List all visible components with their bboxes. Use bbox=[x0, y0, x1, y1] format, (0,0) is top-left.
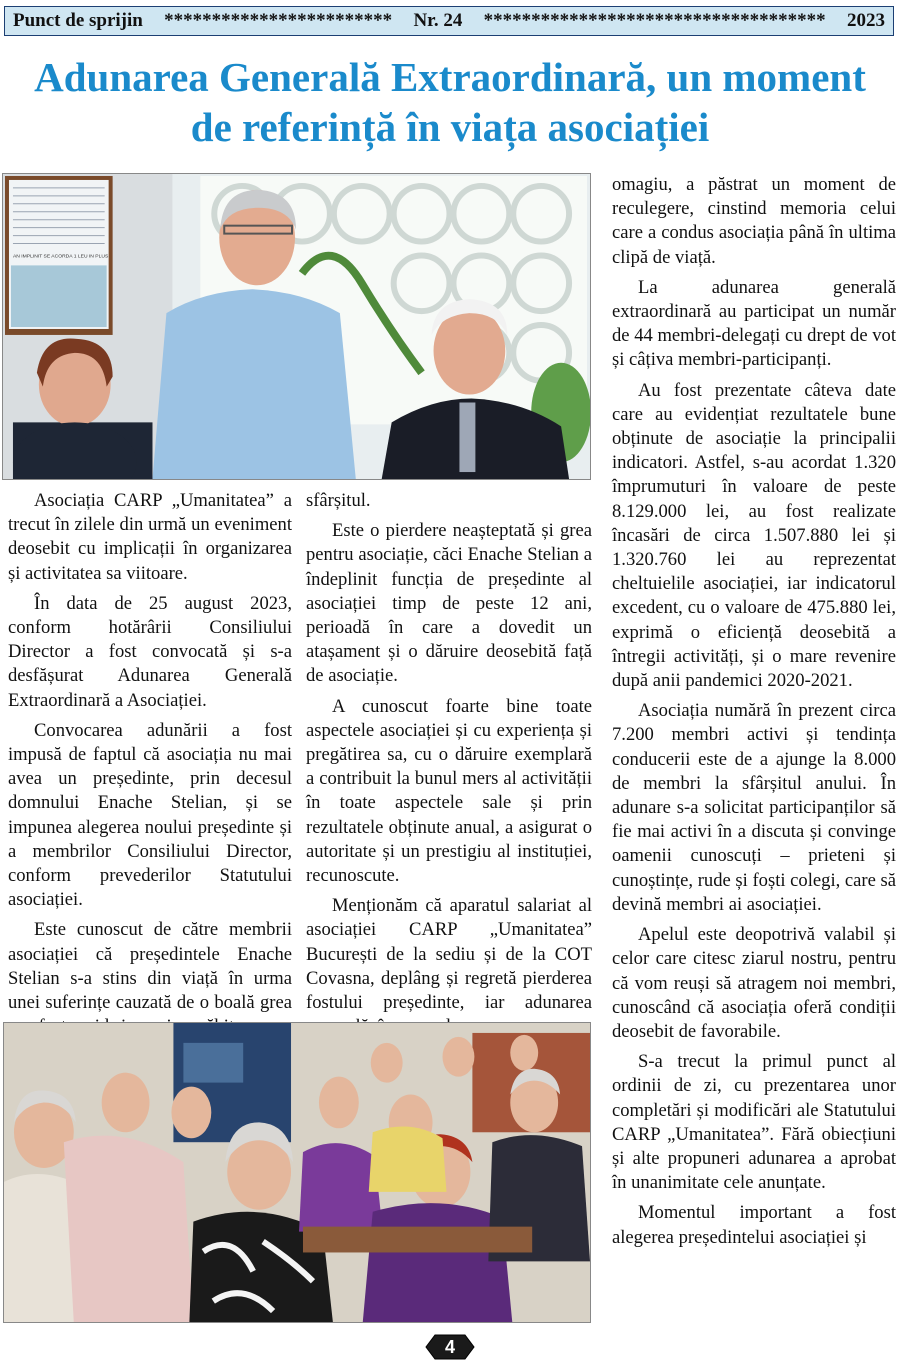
article-headline bbox=[0, 52, 900, 152]
column3-paragraph: Au fost prezentate câteva date care au evidențiat rezultatele bune obținute de asociație la principalii indicatori. Astfel, s-au acordat 1.320 împrumuturi în valoare de peste 8.129.000 lei, au fost realizate încasări de circa 1.507.880 lei și 1.320.760 lei au reprezentat cheltuielile asociației, iar indicatorul excedent, cu o valoare de 475.880 lei, exprimă o eficiență deosebită a întregii activități, și o mare revenire după anii pandemici 2020-2021. bbox=[612, 379, 896, 692]
header-issue: Nr. 24 bbox=[413, 10, 463, 31]
column3-continuation: omagiu, a păstrat un moment de reculegere, cinstind memoria celui care a condus asociația până în ultima clipă de viață. bbox=[612, 174, 896, 268]
column2-paragraph: Menționăm că aparatul salariat al asociației CARP „Umanitatea” București de la sediu și de la COT Covasna, deplâng și regretă pierderea fostului președinte, iar adunarea bbox=[306, 895, 592, 1014]
photo-assembly-audience bbox=[3, 1022, 591, 1323]
article-column-1 bbox=[8, 489, 292, 1045]
article-column-3 bbox=[612, 173, 896, 1256]
page-header bbox=[4, 6, 894, 36]
column1-paragraph: Este cunoscut de către membrii asociației că președintele Enache Stelian s-a stins din viață în urma unei suferințe cauzată de o boală grea bbox=[8, 919, 292, 1014]
column2-continuation: sfârșitul. bbox=[306, 490, 371, 511]
header-stars-right: ************************************ bbox=[483, 10, 826, 31]
article-column-2 bbox=[306, 489, 592, 1045]
headline-line-2: de referință în viața asociației bbox=[190, 104, 710, 150]
column2-paragraph: Este o pierdere neașteptată și grea pentru asociație, căci Enache Stelian a îndeplinit funcția de președinte al asociației timp de peste 12 ani, perioadă în care a dovedit un atașament și o dăruire deosebită față de asociație. bbox=[306, 520, 592, 687]
page-number-badge bbox=[425, 1334, 475, 1360]
column1-paragraph: Convocarea adunării a fost impusă de faptul că asociația nu mai avea un președinte, prin decesul domnului Enache Stelian, și se impunea alegerea noului președinte și a membrilor Consiliului Director, conform prevederilor Statutului asociației. bbox=[8, 719, 292, 911]
header-stars-left: ************************ bbox=[164, 10, 393, 31]
column2-paragraph: A cunoscut foarte bine toate aspectele asociației și cu experiența și pregătirea sa, cu o dăruire exemplară a contribuit la bunul mers al activității în toate aspectele sale și prin rezultatele obținute anual, a asigurat o autoritate și un prestigiu al instituției, recunoscute. bbox=[306, 695, 592, 887]
headline-line-1: Adunarea Generală Extraordinară, un moment bbox=[34, 54, 866, 100]
column3-paragraph: Apelul este deopotrivă valabil și celor care citesc ziarul nostru, pentru că vom reuși să atragem noi membri, cunoscând că asociația oferă condiții deosebit de favorabile. bbox=[612, 924, 896, 1042]
column3-paragraph: La adunarea generală extraordinară au participat un număr de 44 membri-delegați cu drept de vot și câțiva membri-participanți. bbox=[612, 276, 896, 371]
photo-meeting-leaders bbox=[2, 173, 591, 480]
column1-paragraph: Asociația CARP „Umanitatea” a trecut în zilele din urmă un eveniment deosebit cu implicații în organizarea și activitatea sa viitoare. bbox=[8, 490, 292, 584]
column3-paragraph: S-a trecut la primul punct al ordinii de zi, cu prezentarea unor completări și modificări ale Statutului CARP „Umanitatea”. Fără obiecțiuni și alte propuneri adunarea a aprobat în unanimitate cele anunțate. bbox=[612, 1051, 896, 1194]
column1-paragraph: În data de 25 august 2023, conform hotărârii Consiliului Director a fost convocată și s-a desfășurat Adunarea Generală Extraordinară a Asociației. bbox=[8, 592, 292, 711]
photo1-chart-caption: AN IMPLINIT SE ACORDA 1 LEU IN PLUS bbox=[12, 254, 109, 260]
header-year: 2023 bbox=[846, 10, 885, 31]
header-section: Punct de sprijin bbox=[13, 10, 143, 31]
page-number: 4 bbox=[444, 1337, 455, 1357]
column3-paragraph: Momentul important a fost alegerea președintelui asociației și bbox=[612, 1202, 896, 1248]
column3-paragraph: Asociația numără în prezent circa 7.200 membri activi și tendința conducerii este de a ajunge la 8.000 de membri la sfârșitul anului. În adunare s-a solicitat participanților să fie mai activi în a discuta și convinge oamenii cunoscuți – prieteni și cunoștințe, rude și foști colegi, care să devină membri ai asociației. bbox=[612, 700, 896, 915]
